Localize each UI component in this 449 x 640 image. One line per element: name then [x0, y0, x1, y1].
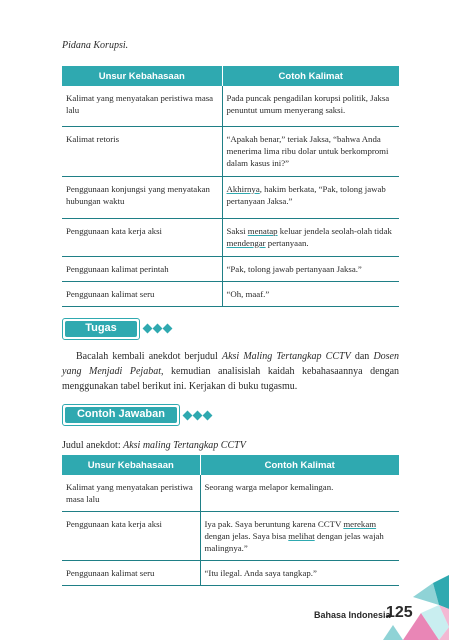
cell-text: keluar jendela seolah-olah tidak — [277, 225, 392, 236]
table-cell-contoh — [222, 176, 399, 218]
table-cell-unsur: Kalimat retoris — [62, 126, 222, 176]
table-cell-unsur: Penggunaan kata kerja aksi — [62, 218, 222, 256]
deco-triangle-small — [383, 625, 403, 640]
contoh-jawaban-label: Contoh Jawaban — [65, 407, 177, 423]
table1-header-contoh: Cotoh Kalimat — [222, 66, 399, 86]
table-cell-contoh — [222, 218, 399, 256]
tugas-paragraph — [62, 349, 399, 394]
judul-prefix: Judul anekdot: — [62, 440, 124, 451]
para-text: dan — [350, 351, 374, 362]
table-cell-unsur: Kalimat yang menyatakan peristiwa masa lalu — [62, 86, 222, 126]
table-cell-contoh: “Oh, maaf.” — [222, 281, 399, 306]
table-cell-unsur: Penggunaan kalimat seru — [62, 281, 222, 306]
tugas-label: Tugas — [65, 321, 137, 337]
underlined-word: mendengar — [226, 237, 266, 248]
para-title-italic: Dosen yang Menjadi Pejabat — [62, 351, 399, 377]
diamond-icon — [163, 324, 173, 334]
underlined-word: merekam — [343, 519, 377, 529]
table-cell-contoh: Seorang warga melapor kemalingan. — [200, 475, 399, 512]
page-number: 125 — [386, 604, 413, 621]
table1-header-unsur: Unsur Kebahasaan — [62, 66, 222, 86]
diamond-icon — [183, 411, 193, 421]
table-row — [62, 281, 399, 306]
underlined-word: menatap — [247, 225, 278, 236]
table-cell-unsur: Penggunaan konjungsi yang menyatakan hubungan waktu — [62, 176, 222, 218]
table2-header-unsur: Unsur Kebahasaan — [62, 455, 200, 475]
table-row — [62, 86, 399, 126]
table-cell-unsur: Penggunaan kalimat seru — [62, 561, 200, 586]
underlined-word: melihat — [288, 531, 315, 541]
table2-header-contoh: Contoh Kalimat — [200, 455, 399, 475]
table-unsur-kebahasaan-2 — [62, 455, 399, 586]
tugas-diamonds — [144, 324, 171, 334]
table-cell-contoh: “Apakah benar,” teriak Jaksa, “bahwa Anda menerima lima ribu dolar untuk berkompromi dalam kasus ini?” — [222, 126, 399, 176]
contoh-jawaban-label-box — [62, 404, 180, 426]
cell-text: pertanyaan. — [265, 237, 309, 248]
table-row — [62, 176, 399, 218]
underlined-word: Akhirnya — [226, 183, 260, 194]
table-row — [62, 218, 399, 256]
tugas-label-box — [62, 318, 140, 340]
table-row — [62, 126, 399, 176]
table-cell-contoh: “Itu ilegal. Anda saya tangkap.” — [200, 561, 399, 586]
footer-book-title: Bahasa Indonesia — [314, 610, 391, 620]
diamond-icon — [203, 411, 213, 421]
table-cell-contoh: “Pak, tolong jawab pertanyaan Jaksa.” — [222, 256, 399, 281]
judul-title: Aksi maling Tertangkap CCTV — [123, 440, 246, 451]
table-cell-unsur: Penggunaan kalimat perintah — [62, 256, 222, 281]
table-row — [62, 256, 399, 281]
table-cell-unsur: Penggunaan kata kerja aksi — [62, 512, 200, 561]
table-cell-unsur: Kalimat yang menyatakan peristiwa masa lalu — [62, 475, 200, 512]
cell-text: dengan jelas wajah malingnya.” — [204, 531, 384, 553]
judul-anekdot — [62, 440, 246, 451]
table-row — [62, 475, 399, 512]
diamond-icon — [193, 411, 203, 421]
contoh-diamonds — [184, 411, 211, 421]
table-cell-contoh — [200, 512, 399, 561]
cell-text: dengan jelas. Saya bisa — [204, 531, 289, 541]
table-row — [62, 512, 399, 561]
cell-text: Saksi — [226, 225, 248, 236]
table-row — [62, 561, 399, 586]
para-text: Bacalah kembali anekdot berjudul — [76, 351, 222, 362]
para-title-italic: Aksi Maling Tertangkap CCTV — [221, 351, 351, 362]
table-cell-contoh: Pada puncak pengadilan korupsi politik, Jaksa penuntut umum menyerang saksi. — [222, 86, 399, 126]
cell-text: , hakim berkata, “Pak, tolong jawab pertanyaan Jaksa.” — [226, 183, 386, 206]
intro-text: Pidana Korupsi. — [62, 40, 129, 51]
cell-text: Iya pak. Saya beruntung karena CCTV — [204, 519, 344, 529]
para-text: , kemudian analisislah kaidah kebahasaannya dengan menggunakan tabel berikut ini. Kerjakan di buku tugasmu. — [62, 366, 400, 392]
diamond-icon — [153, 324, 163, 334]
diamond-icon — [143, 324, 153, 334]
table-unsur-kebahasaan-1 — [62, 66, 399, 307]
